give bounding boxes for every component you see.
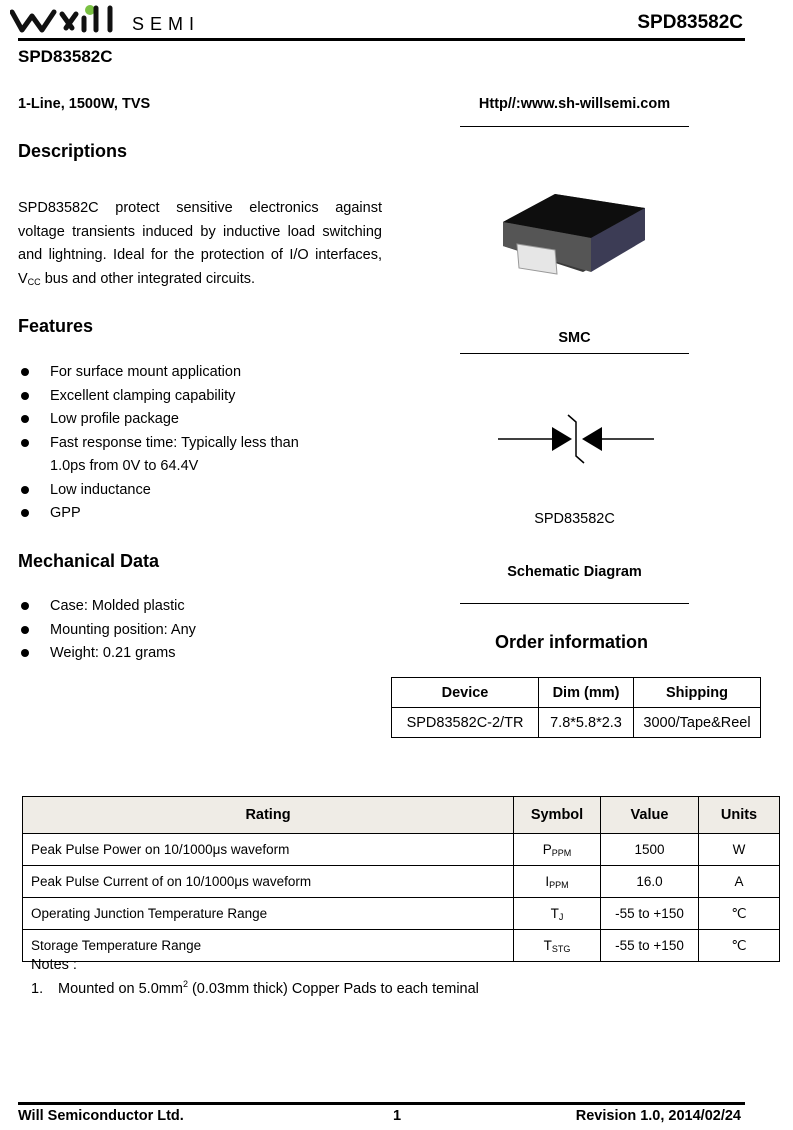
descriptions-text-end: bus and other integrated circuits. (40, 270, 256, 287)
list-item: Low profile package (18, 408, 318, 432)
table-cell: 3000/Tape&Reel (634, 708, 761, 738)
ratings-table (22, 796, 780, 962)
list-item: Mounting position: Any (18, 619, 318, 643)
order-heading: Order information (494, 632, 648, 652)
table-header-cell: Dim (mm) (539, 678, 634, 708)
order-table (391, 677, 761, 738)
table-cell: Operating Junction Temperature Range (23, 898, 514, 930)
package-label: SMC (558, 330, 591, 346)
list-item: Fast response time: Typically less than 1.0ps from 0V to 64.4V (18, 432, 318, 479)
footer-rule (18, 1102, 745, 1105)
mechanical-list (18, 595, 318, 666)
table-header-cell: Shipping (634, 678, 761, 708)
features-heading: Features (18, 316, 94, 336)
table-row (23, 834, 780, 866)
table-row (23, 930, 780, 962)
table-header-cell: Symbol (514, 797, 601, 834)
descriptions-text (18, 197, 382, 294)
page-title: SPD83582C (18, 47, 113, 66)
descriptions-text-main: SPD83582C protect sensitive electronics against voltage transients induced by inductive load switching and lightning. Ideal for the protection of I/O interfaces, (18, 200, 382, 263)
schematic-caption: Schematic Diagram (507, 564, 642, 580)
table-row (23, 898, 780, 930)
package-rule (460, 353, 689, 354)
list-item: Low inductance (18, 479, 318, 503)
note-text-a: Mounted on 5.0mm (58, 980, 183, 997)
table-row (392, 708, 761, 738)
schematic-part-label: SPD83582C (534, 511, 615, 527)
list-item: Case: Molded plastic (18, 595, 318, 619)
table-header-cell: Units (699, 797, 780, 834)
table-cell: ℃ (699, 930, 780, 962)
list-item: Weight: 0.21 grams (18, 642, 318, 666)
company-logo (10, 4, 220, 36)
header-rule (18, 38, 745, 41)
table-cell: SPD83582C-2/TR (392, 708, 539, 738)
symbol-cell: $P_{PPM}$ (514, 834, 601, 866)
table-header-cell: Value (601, 797, 699, 834)
table-cell: 7.8*5.8*2.3 (539, 708, 634, 738)
note-text-b: (0.03mm thick) Copper Pads to each teminal (187, 980, 479, 997)
vcc-symbol: $V_{CC}$ (18, 270, 41, 287)
notes-heading: Notes : (31, 957, 77, 973)
table-header-cell: Rating (23, 797, 514, 834)
footer-company: Will Semiconductor Ltd. (18, 1108, 184, 1124)
table-cell: Peak Pulse Current of on 10/1000μs waveform (23, 866, 514, 898)
website-link[interactable]: Http//:www.sh-willsemi.com (478, 96, 671, 112)
features-list (18, 361, 318, 526)
list-item: Excellent clamping capability (18, 385, 318, 409)
package-image (495, 190, 660, 280)
list-item: GPP (18, 502, 318, 526)
footer-revision: Revision 1.0, 2014/02/24 (575, 1108, 741, 1124)
note-item (31, 979, 479, 997)
page-subtitle: 1-Line, 1500W, TVS (18, 96, 151, 112)
descriptions-heading: Descriptions (18, 141, 128, 161)
table-cell: Storage Temperature Range (23, 930, 514, 962)
table-cell: 1500 (601, 834, 699, 866)
note-number: 1. (31, 980, 44, 997)
header-part-number: SPD83582C (637, 12, 743, 33)
symbol-cell: $I_{PPM}$ (514, 866, 601, 898)
table-header-row (23, 797, 780, 834)
symbol-cell: $T_J$ (514, 898, 601, 930)
table-header-cell: Device (392, 678, 539, 708)
table-cell: -55 to +150 (601, 930, 699, 962)
table-cell: -55 to +150 (601, 898, 699, 930)
table-cell: ℃ (699, 898, 780, 930)
note-superscript: 2 (182, 979, 188, 989)
table-cell: Peak Pulse Power on 10/1000μs waveform (23, 834, 514, 866)
table-header-row (392, 678, 761, 708)
schematic-symbol (498, 412, 654, 466)
website-rule (460, 126, 689, 127)
table-cell: A (699, 866, 780, 898)
schematic-rule (460, 603, 689, 604)
table-cell: 16.0 (601, 866, 699, 898)
list-item: For surface mount application (18, 361, 318, 385)
footer-page-number: 1 (393, 1108, 402, 1124)
logo-word: SEMI (132, 14, 201, 34)
table-cell: W (699, 834, 780, 866)
mechanical-heading: Mechanical Data (18, 551, 160, 571)
symbol-cell: $T_{STG}$ (514, 930, 601, 962)
logo-mark-icon (10, 4, 120, 34)
table-row (23, 866, 780, 898)
